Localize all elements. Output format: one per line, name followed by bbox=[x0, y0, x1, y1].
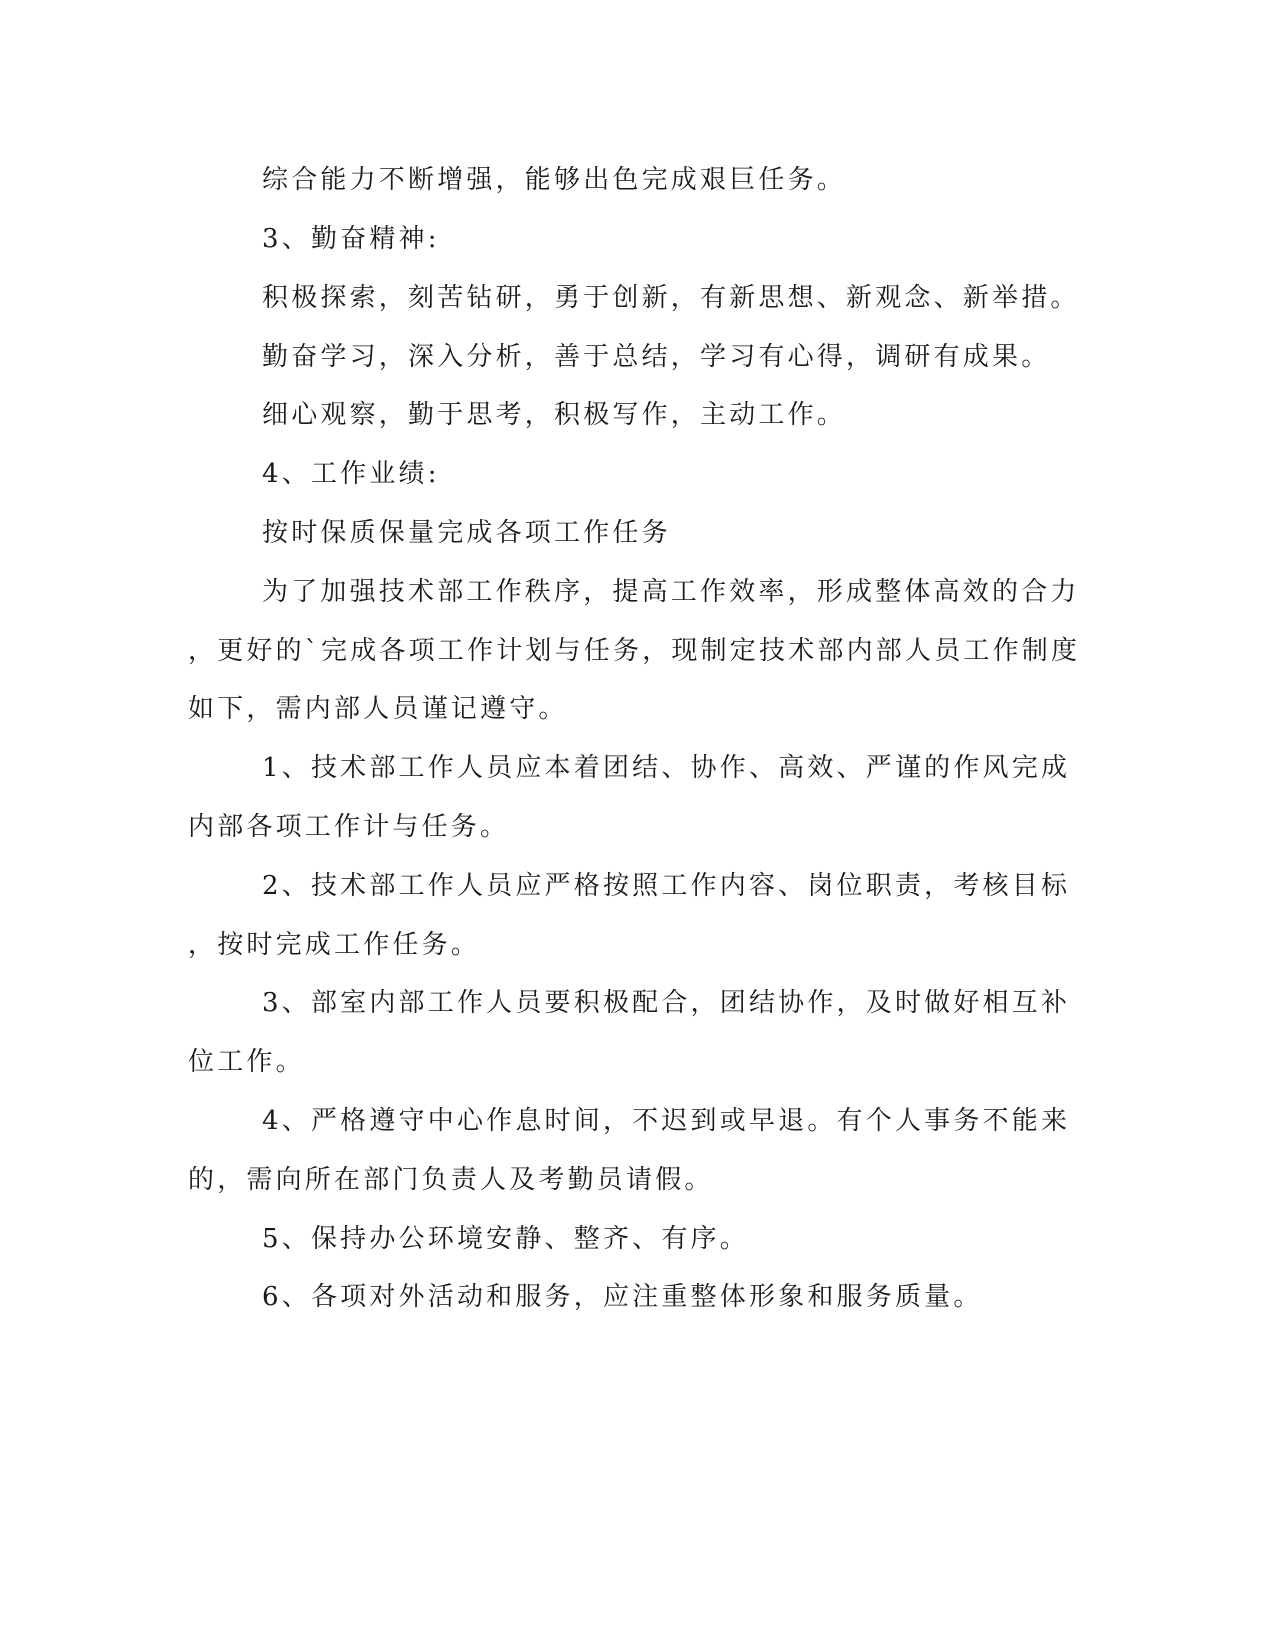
rule-item: 1、技术部工作人员应本着团结、协作、高效、严谨的作风完成 bbox=[262, 753, 1071, 783]
text-line: 内部各项工作计与任务。 bbox=[188, 812, 510, 842]
rule-item: 5、保持办公环境安静、整齐、有序。 bbox=[262, 1224, 749, 1254]
text-line: 按时保质保量完成各项工作任务 bbox=[262, 518, 671, 548]
text-line: 为了加强技术部工作秩序，提高工作效率，形成整体高效的合力 bbox=[262, 577, 1080, 607]
text-line: ，更好的`完成各项工作计划与任务，现制定技术部内部人员工作制度 bbox=[188, 636, 1081, 666]
rule-item: 3、部室内部工作人员要积极配合，团结协作，及时做好相互补 bbox=[262, 988, 1071, 1018]
section-heading: 4、工作业绩: bbox=[262, 459, 440, 489]
text-line: 如下，需内部人员谨记遵守。 bbox=[188, 694, 568, 724]
text-line: 位工作。 bbox=[188, 1047, 305, 1077]
rule-item: 6、各项对外活动和服务，应注重整体形象和服务质量。 bbox=[262, 1282, 983, 1312]
text-line: ，按时完成工作任务。 bbox=[188, 930, 481, 960]
text-line: 勤奋学习，深入分析，善于总结，学习有心得，调研有成果。 bbox=[262, 342, 1051, 372]
text-line: 综合能力不断增强，能够出色完成艰巨任务。 bbox=[262, 165, 847, 195]
text-line: 细心观察，勤于思考，积极写作，主动工作。 bbox=[262, 400, 847, 430]
text-line: 的，需向所在部门负责人及考勤员请假。 bbox=[188, 1165, 714, 1195]
rule-item: 2、技术部工作人员应严格按照工作内容、岗位职责，考核目标 bbox=[262, 871, 1071, 901]
text-line: 积极探索，刻苦钻研，勇于创新，有新思想、新观念、新举措。 bbox=[262, 283, 1080, 313]
section-heading: 3、勤奋精神: bbox=[262, 224, 440, 254]
rule-item: 4、严格遵守中心作息时间，不迟到或早退。有个人事务不能来 bbox=[262, 1106, 1071, 1136]
